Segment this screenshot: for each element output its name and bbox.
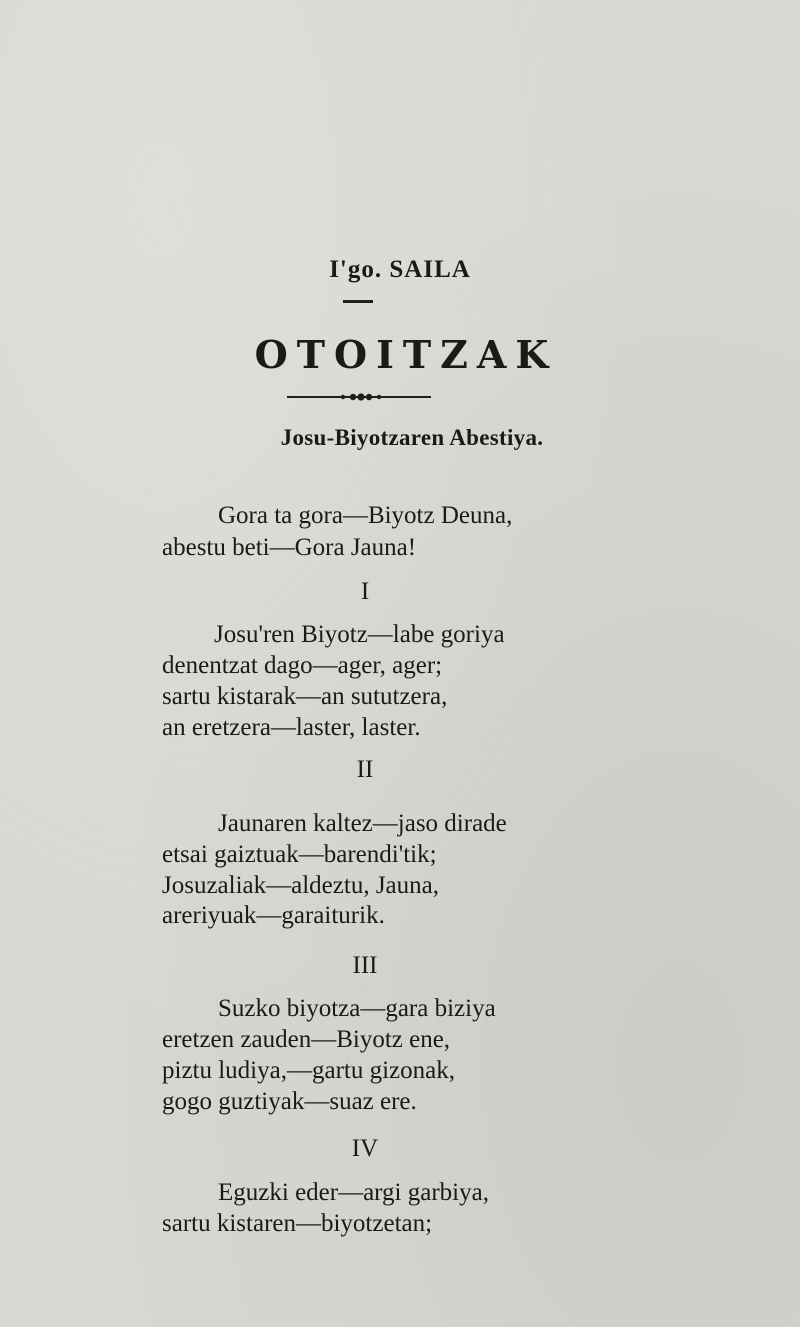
song-title: Josu-Biyotzaren Abestiya. <box>280 425 544 450</box>
stanza-2-line-3: Josuzaliak—aldeztu, Jauna, <box>162 872 439 899</box>
ornament-divider <box>287 392 431 402</box>
stanza-3-line-3: piztu ludiya,—gartu gizonak, <box>162 1057 455 1084</box>
stanza-numeral-4: IV <box>351 1135 379 1162</box>
section-label: I'go. SAILA <box>329 256 471 283</box>
stanza-3-line-1: Suzko biyotza—gara biziya <box>218 995 496 1022</box>
stanza-2-line-4: areriyuak—garaiturik. <box>162 902 385 929</box>
stanza-numeral-1: I <box>360 578 370 605</box>
stanza-4-line-1: Eguzki eder—argi garbiya, <box>218 1179 489 1206</box>
stanza-numeral-3: III <box>352 952 378 979</box>
stanza-numeral-2: II <box>356 756 374 783</box>
page-title: OTOITZAK <box>254 332 558 377</box>
stanza-2-line-1: Jaunaren kaltez—jaso dirade <box>218 810 507 837</box>
stanza-2-line-2: etsai gaiztuak—barendi'tik; <box>162 841 437 868</box>
stanza-4-line-2: sartu kistaren—biyotzetan; <box>162 1210 433 1237</box>
refrain-line-1: Gora ta gora—Biyotz Deuna, <box>218 502 513 529</box>
stanza-1-line-2: denentzat dago—ager, ager; <box>162 652 443 679</box>
stanza-1-line-3: sartu kistarak—an sututzera, <box>162 683 448 710</box>
stanza-1-line-1: Josu'ren Biyotz—labe goriya <box>214 621 505 648</box>
stanza-1-line-4: an eretzera—laster, laster. <box>162 714 421 741</box>
separator-dash <box>343 300 373 303</box>
stanza-3-line-2: eretzen zauden—Biyotz ene, <box>162 1026 451 1053</box>
stanza-3-line-4: gogo guztiyak—suaz ere. <box>162 1088 417 1115</box>
refrain-line-2: abestu beti—Gora Jauna! <box>162 534 417 561</box>
